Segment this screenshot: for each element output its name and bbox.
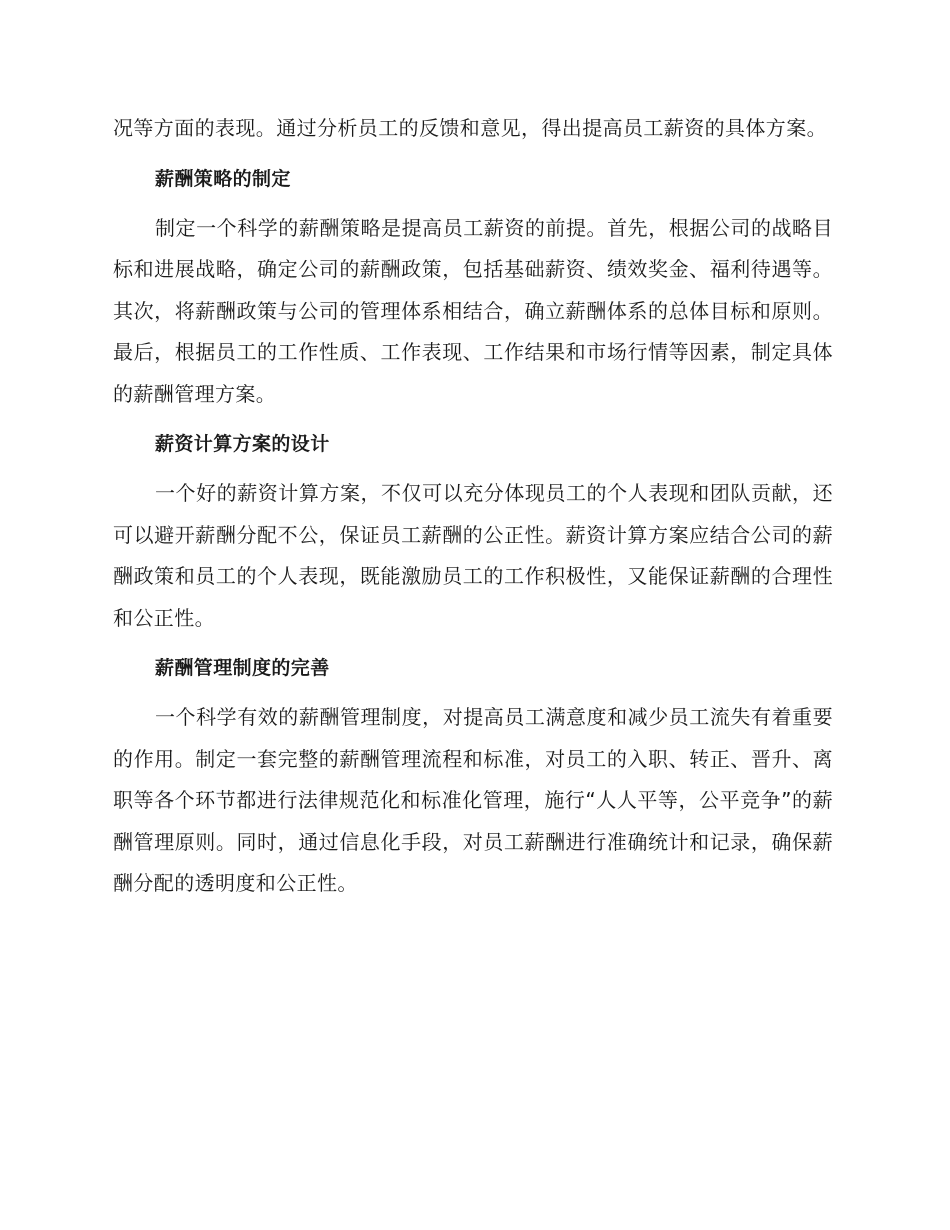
paragraph-salary-calculation: 一个好的薪资计算方案，不仅可以充分体现员工的个人表现和团队贡献，还可以避开薪酬分配不公，保证员工薪酬的公正性。薪资计算方案应结合公司的薪酬政策和员工的个人表现，既能激励员工的工作积极性，又能保证薪酬的合理性和公正性。 bbox=[113, 481, 833, 630]
section-heading-salary-calculation: 薪资计算方案的设计 bbox=[155, 433, 330, 455]
document-body bbox=[113, 108, 833, 905]
paragraph-salary-strategy: 制定一个科学的薪酬策略是提高员工薪资的前提。首先，根据公司的战略目标和进展战略，确定公司的薪酬政策，包括基础薪资、绩效奖金、福利待遇等。其次，将薪酬政策与公司的管理体系相结合，确立薪酬体系的总体目标和原则。最后，根据员工的工作性质、工作表现、工作结果和市场行情等因素，制定具体的薪酬管理方案。 bbox=[113, 215, 833, 406]
paragraph-salary-management: 一个科学有效的薪酬管理制度，对提高员工满意度和减少员工流失有着重要的作用。制定一套完整的薪酬管理流程和标准，对员工的入职、转正、晋升、离职等各个环节都进行法律规范化和标准化管理，施行“人人平等，公平竞争”的薪酬管理原则。同时，通过信息化手段，对员工薪酬进行准确统计和记录，确保薪酬分配的透明度和公正性。 bbox=[113, 705, 833, 895]
section-heading-salary-strategy: 薪酬策略的制定 bbox=[155, 167, 291, 190]
section-heading-salary-management: 薪酬管理制度的完善 bbox=[155, 657, 330, 679]
paragraph-intro-continuation: 况等方面的表现。通过分析员工的反馈和意见，得出提高员工薪资的具体方案。 bbox=[113, 116, 827, 140]
